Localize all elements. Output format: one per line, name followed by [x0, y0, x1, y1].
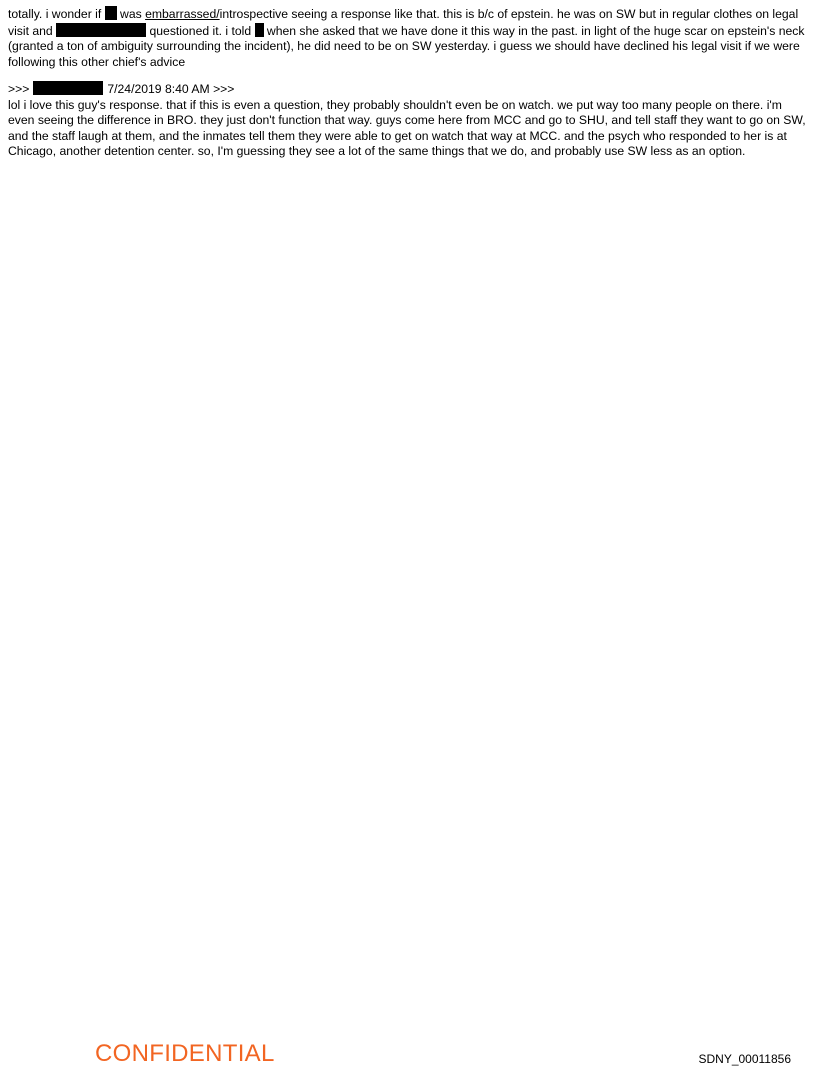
redaction-box: [255, 23, 264, 37]
text-segment: when she asked that we have done it this way in the past. in light of the huge scar on epstein's neck (granted a ton of ambiguity surrounding the incident), he did need to be on SW yesterday. i guess we should have declined his legal visit if we were following this other chief's advice: [8, 23, 805, 69]
reply-paragraph: [8, 6, 808, 70]
redaction-box: [56, 23, 146, 37]
email-body: [8, 6, 808, 160]
quote-prefix: >>>: [8, 82, 30, 96]
bates-number: SDNY_00011856: [698, 1052, 791, 1066]
quoted-paragraph: lol i love this guy's response. that if this is even a question, they probably shouldn't even be on watch. we put way too many people on there. i'm even seeing the difference in BRO. they just don't function that way. guys come here from MCC and go to SHU, and tell staff they want to go on SW, and the staff laugh at them, and the inmates tell them they were able to get on watch that way at MCC. and the psych who responded to her is at Chicago, another detention center. so, I'm guessing they see a lot of the same things that we do, and probably use SW less as an option.: [8, 97, 806, 158]
confidential-stamp: CONFIDENTIAL: [95, 1040, 275, 1067]
underlined-text: embarrassed/: [145, 7, 220, 21]
quoted-timestamp: 7/24/2019 8:40 AM >>>: [107, 82, 235, 96]
text-segment: questioned it. i told: [146, 23, 255, 38]
redaction-box: [105, 6, 117, 20]
quoted-header: [8, 81, 808, 98]
text-segment: introspective seeing a response like that. this is b/c of epstein. he was on SW but in regular clothes on legal visit and: [8, 7, 799, 38]
redaction-box: [33, 81, 103, 95]
text-segment: was: [116, 7, 146, 21]
text-segment: totally. i wonder if: [8, 7, 105, 21]
